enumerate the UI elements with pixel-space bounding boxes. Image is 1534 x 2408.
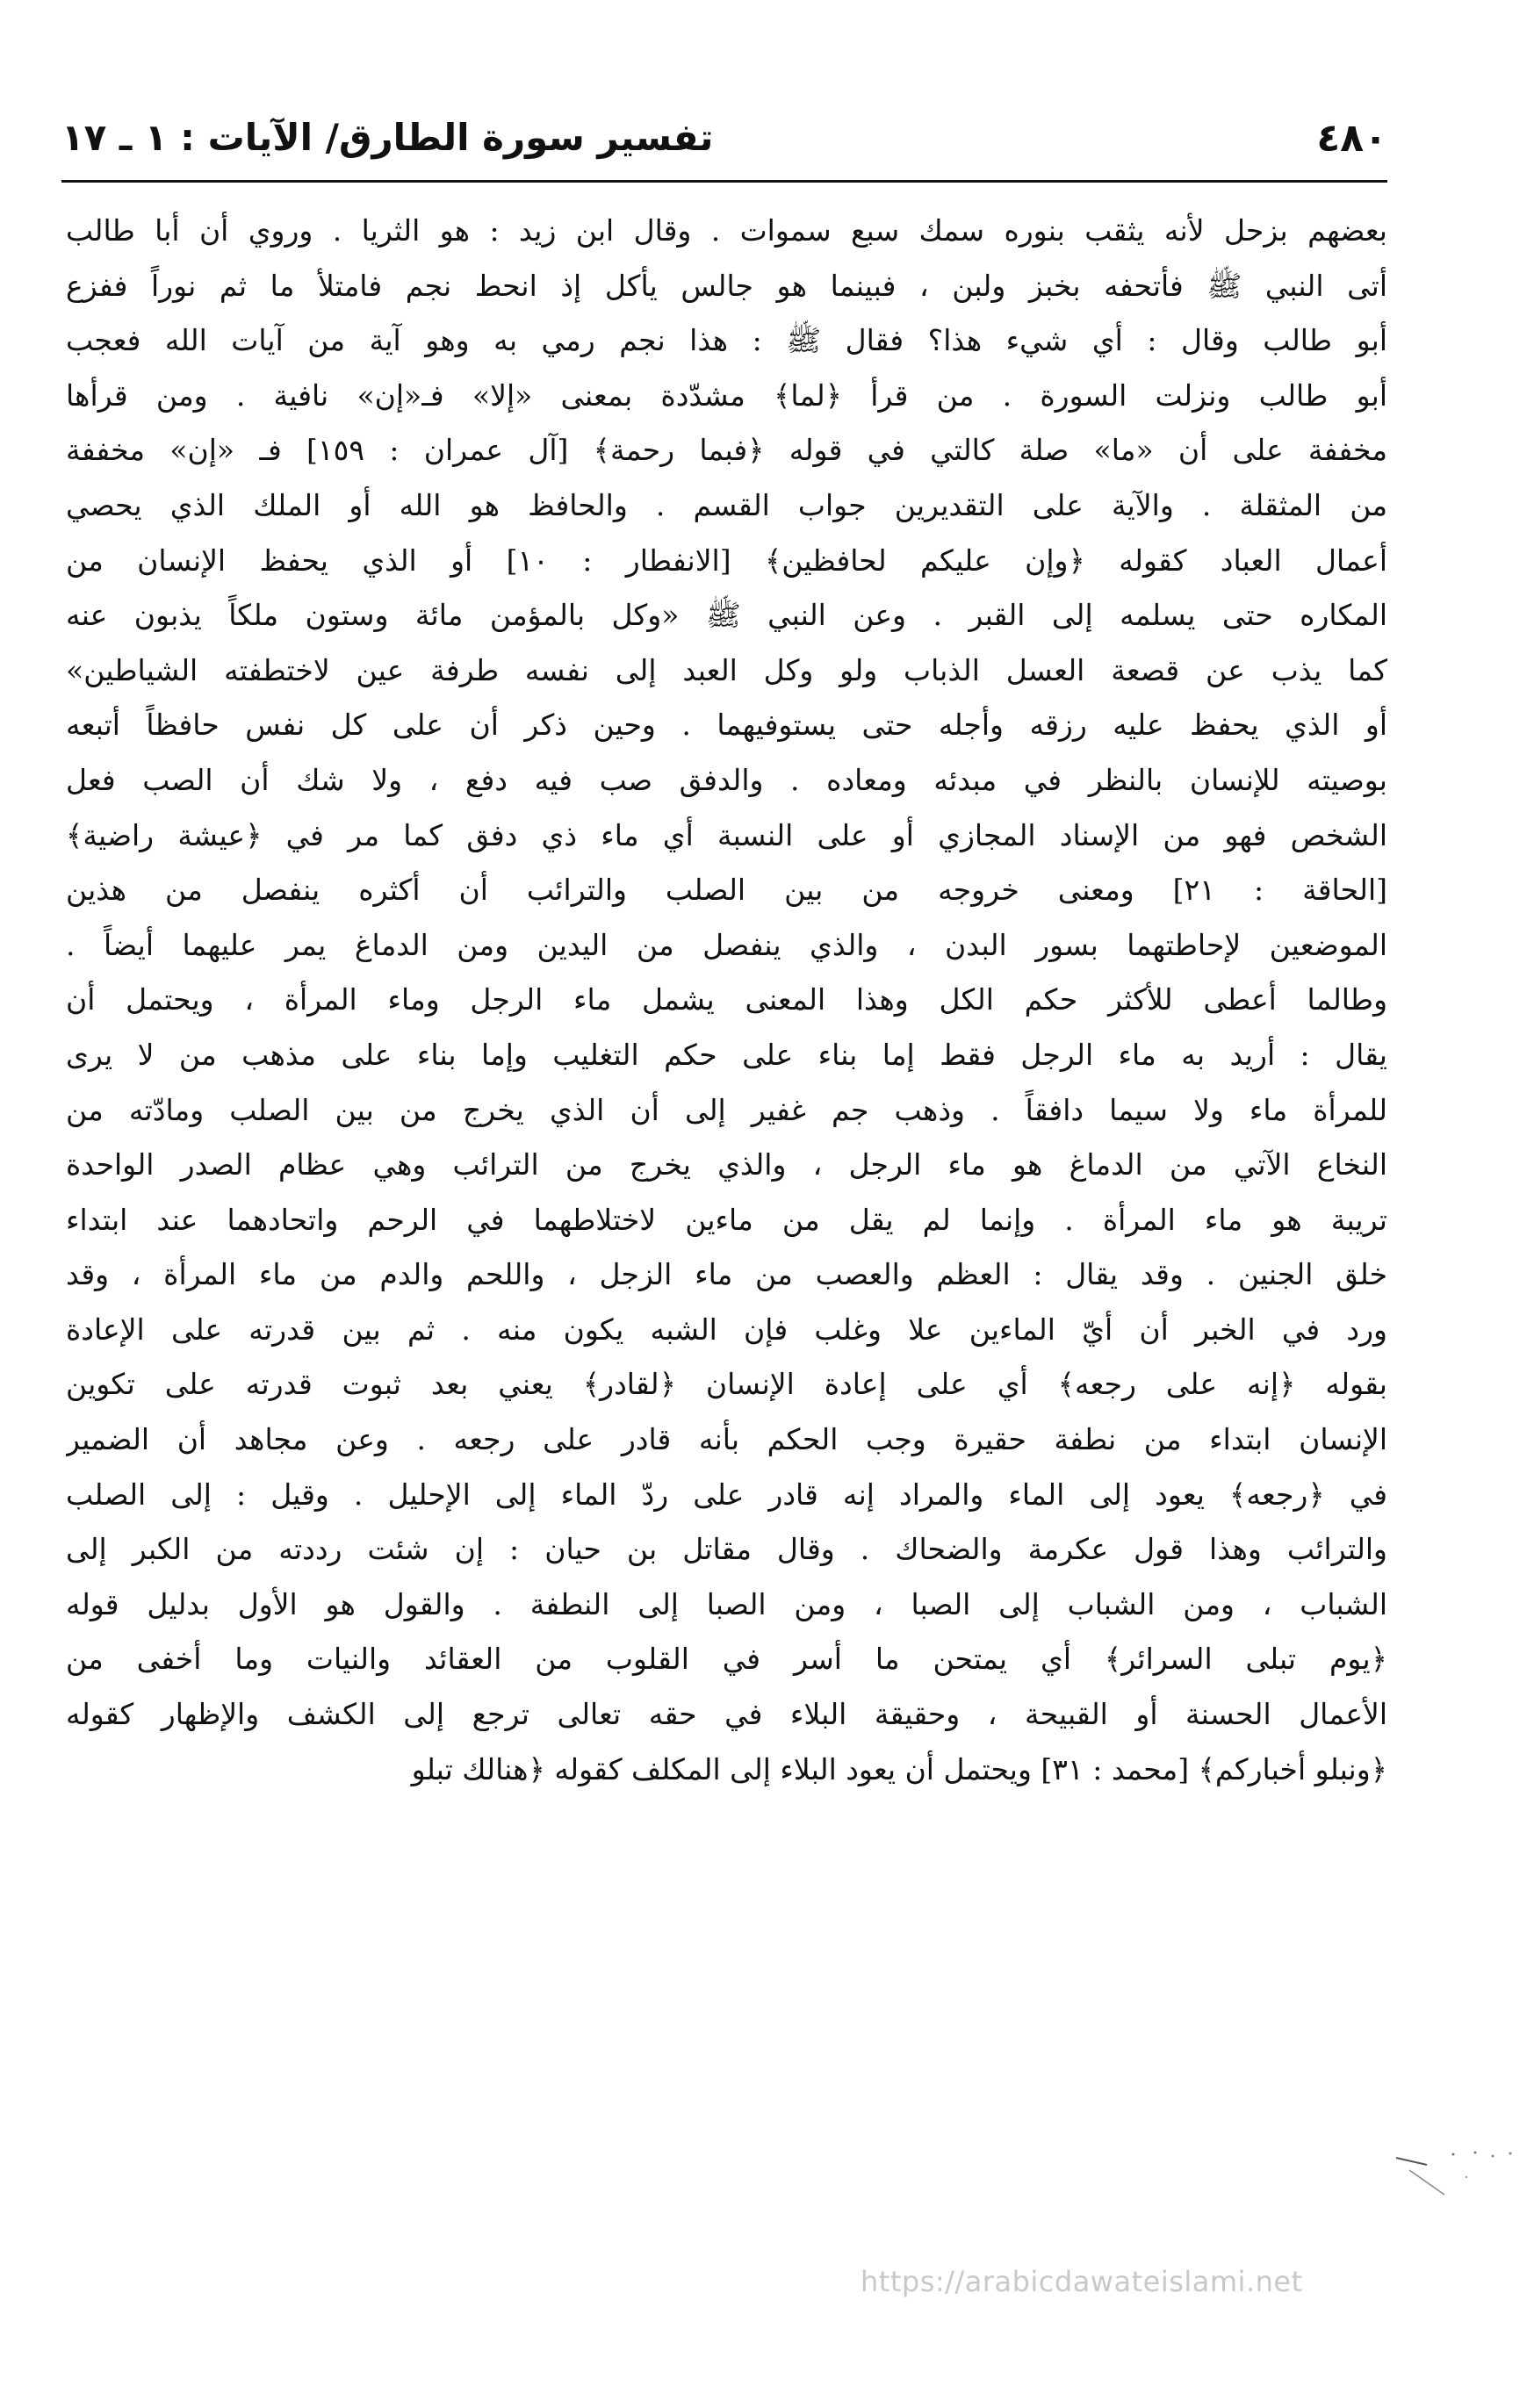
text-line: أبو طالب وقال : أي شيء هذا؟ فقال ﷺ : هذا نجم رمي به وهو آية من آيات الله فعجب [66,323,1387,358]
text-line: خلق الجنين . وقد يقال : العظم والعصب من ماء الزجل ، واللحم والدم من ماء المرأة ، وقد [66,1257,1387,1292]
text-line: ﴿يوم تبلى السرائر﴾ أي يمتحن ما أسر في القلوب من العقائد والنيات وما أخفى من [66,1642,1387,1677]
text-line: الأعمال الحسنة أو القبيحة ، وحقيقة البلاء في حقه تعالى ترجع إلى الكشف والإظهار كقوله [66,1697,1387,1732]
text-line: مخففة على أن «ما» صلة كالتي في قوله ﴿فبما رحمة﴾ [آل عمران : ١٥٩] فـ «إن» مخففة [66,433,1387,468]
header-rule [61,180,1387,183]
text-line: من المثقلة . والآية على التقديرين جواب القسم . والحافظ هو الله أو الملك الذي يحصي [66,487,1387,522]
text-line: ﴿ونبلو أخباركم﴾ [محمد : ٣١] ويحتمل أن يعود البلاء إلى المكلف كقوله ﴿هنالك تبلو [411,1751,1387,1786]
text-line: أتى النبي ﷺ فأتحفه بخبز ولبن ، فبينما هو جالس يأكل إذ انحط نجم فامتلأ ما ثم نوراً ففزع [66,268,1387,303]
text-line: الإنسان ابتداء من نطفة حقيرة وجب الحكم بأنه قادر على رجعه . وعن مجاهد أن الضمير [66,1422,1387,1457]
text-line: [الحاقة : ٢١] ومعنى خروجه من بين الصلب والترائب أن أكثره ينفصل من هذين [66,873,1387,908]
text-line: أو الذي يحفظ عليه رزقه وأجله حتى يستوفيهما . وحين ذكر أن على كل نفس حافظاً أتبعه [66,708,1387,743]
text-line: ورد في الخبر أن أيّ الماءين علا وغلب فإن الشبه يكون منه . ثم بين قدرته على الإعادة [66,1312,1387,1347]
text-line: للمرأة ماء ولا سيما دافقاً . وذهب جم غفير إلى أن الذي يخرج من بين الصلب ومادّته من [66,1092,1387,1127]
running-title: تفسير سورة الطارق/ الآيات : ١ ـ ١٧ [61,116,714,159]
text-line: بوصيته للإنسان بالنظر في مبدئه ومعاده . والدفق صب فيه دفع ، ولا شك أن الصب فعل [66,762,1387,797]
text-line: أعمال العباد كقوله ﴿وإن عليكم لحافظين﴾ [الانفطار : ١٠] أو الذي يحفظ الإنسان من [66,543,1387,578]
text-line: وطالما أعطى للأكثر حكم الكل وهذا المعنى يشمل ماء الرجل وماء المرأة ، ويحتمل أن [66,982,1387,1017]
text-line: الشباب ، ومن الشباب إلى الصبا ، ومن الصبا إلى النطفة . والقول هو الأول بدليل قوله [66,1586,1387,1621]
text-line: كما يذب عن قصعة العسل الذباب ولو وكل العبد إلى نفسه طرفة عين لاختطفته الشياطين» [66,652,1387,687]
text-line: بعضهم بزحل لأنه يثقب بنوره سمك سبع سموات . وقال ابن زيد : هو الثريا . وروي أن أبا طالب [66,213,1387,248]
text-line: في ﴿رجعه﴾ يعود إلى الماء والمراد إنه قادر على ردّ الماء إلى الإحليل . وقيل : إلى الصلب [66,1477,1387,1512]
text-line: أبو طالب ونزلت السورة . من قرأ ﴿لما﴾ مشدّدة بمعنى «إلا» فـ«إن» نافية . ومن قرأها [66,377,1387,413]
watermark-url: https://arabicdawateislami.net [861,2265,1303,2298]
body-text [66,204,1387,2275]
text-line: الشخص فهو من الإسناد المجازي أو على النسبة أي ماء ذي دفق كما مر في ﴿عيشة راضية﴾ [66,817,1387,852]
text-line: الموضعين لإحاطتهما بسور البدن ، والذي ينفصل من اليدين ومن الدماغ يمر عليهما أيضاً . [66,927,1387,962]
text-line: والترائب وهذا قول عكرمة والضحاك . وقال مقاتل بن حيان : إن شئت رددته من الكبر إلى [66,1532,1387,1567]
text-line: النخاع الآتي من الدماغ هو ماء الرجل ، والذي يخرج من الترائب وهي عظام الصدر الواحدة [66,1147,1387,1182]
scan-speckle-mark [1392,2142,1523,2203]
page-header [61,112,1387,174]
text-line: المكاره حتى يسلمه إلى القبر . وعن النبي ﷺ «وكل بالمؤمن مائة وستون ملكاً يذبون عنه [66,598,1387,633]
text-line: تريبة هو ماء المرأة . وإنما لم يقل من ماءين لاختلاطهما في الرحم واتحادهما عند ابتداء [66,1202,1387,1237]
page-number: ٤٨٠ [1316,116,1387,161]
text-line: بقوله ﴿إنه على رجعه﴾ أي على إعادة الإنسان ﴿لقادر﴾ يعني بعد ثبوت قدرته على تكوين [66,1367,1387,1402]
text-line: يقال : أريد به ماء الرجل فقط إما بناء على حكم التغليب وإما بناء على مذهب من لا يرى [66,1037,1387,1072]
